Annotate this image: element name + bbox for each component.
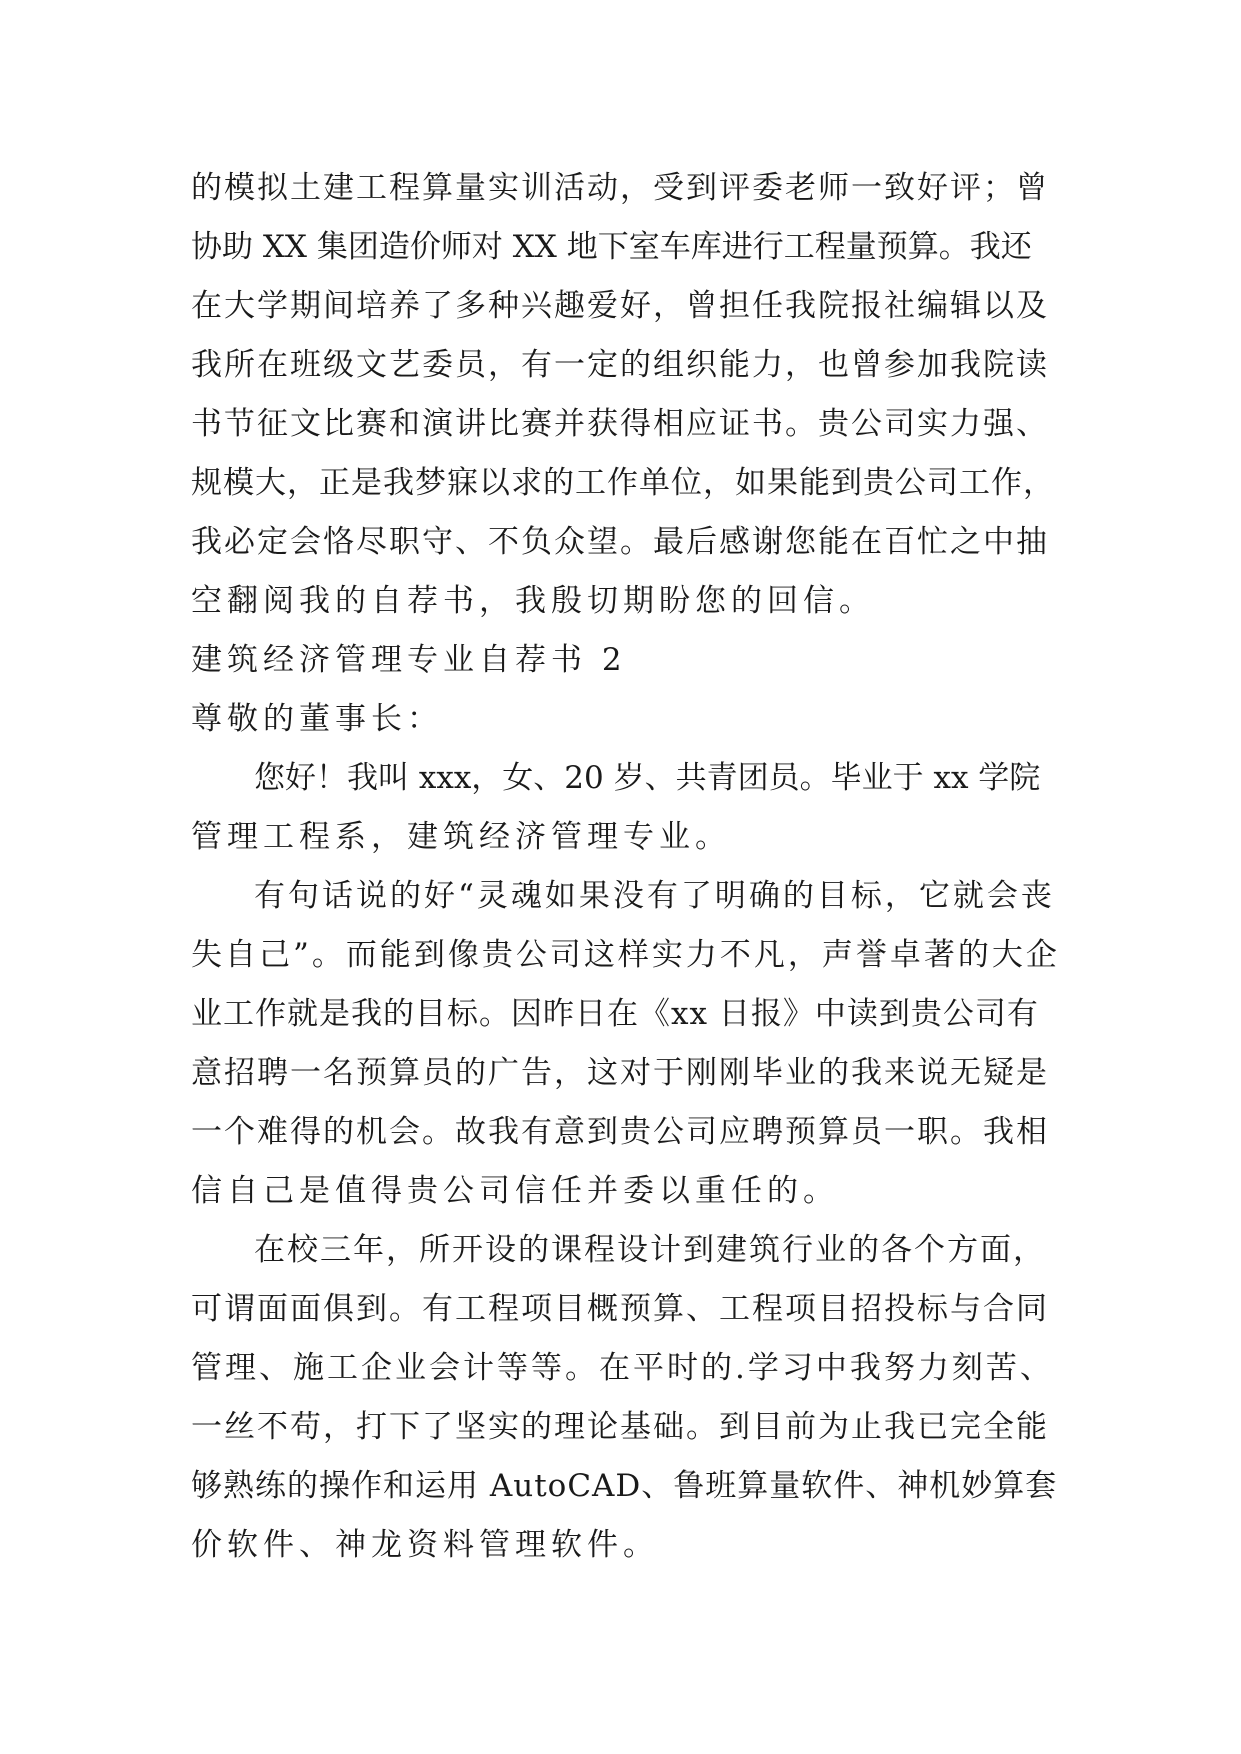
text-line: 在大学期间培养了多种兴趣爱好，曾担任我院报社编辑以及 xyxy=(191,288,1049,324)
text-line: 管理工程系，建筑经济管理专业。 xyxy=(191,819,731,855)
text-line: 失自己”。而能到像贵公司这样实力不凡，声誉卓著的大企 xyxy=(191,937,1060,973)
text-line: 价软件、神龙资料管理软件。 xyxy=(191,1527,659,1563)
text-line: 的模拟土建工程算量实训活动，受到评委老师一致好评；曾 xyxy=(191,170,1049,206)
text-line: 规模大，正是我梦寐以求的工作单位，如果能到贵公司工作， xyxy=(191,465,1055,501)
paragraph-start: 您好！我叫 xxx，女、20 岁、共青团员。毕业于 xx 学院 xyxy=(254,760,1041,796)
text-line: 够熟练的操作和运用 AutoCAD、鲁班算量软件、神机妙算套 xyxy=(191,1468,1058,1504)
text-line: 书节征文比赛和演讲比赛并获得相应证书。贵公司实力强、 xyxy=(191,406,1049,442)
salutation: 尊敬的董事长： xyxy=(191,701,443,737)
paragraph-start: 在校三年，所开设的课程设计到建筑行业的各个方面， xyxy=(254,1232,1046,1268)
text-line: 我所在班级文艺委员，有一定的组织能力，也曾参加我院读 xyxy=(191,347,1049,383)
text-line: 空翻阅我的自荐书，我殷切期盼您的回信。 xyxy=(191,583,875,619)
text-line: 我必定会恪尽职守、不负众望。最后感谢您能在百忙之中抽 xyxy=(191,524,1049,560)
text-line: 一丝不苟，打下了坚实的理论基础。到目前为止我已完全能 xyxy=(191,1409,1049,1445)
text-line: 可谓面面俱到。有工程项目概预算、工程项目招投标与合同 xyxy=(191,1291,1049,1327)
text-line: 信自己是值得贵公司信任并委以重任的。 xyxy=(191,1173,839,1209)
section-title: 建筑经济管理专业自荐书 2 xyxy=(191,642,627,678)
paragraph-start: 有句话说的好“灵魂如果没有了明确的目标，它就会丧 xyxy=(254,878,1055,914)
text-line: 意招聘一名预算员的广告，这对于刚刚毕业的我来说无疑是 xyxy=(191,1055,1049,1091)
text-line: 管理、施工企业会计等等。在平时的.学习中我努力刻苦、 xyxy=(191,1350,1054,1386)
text-line: 一个难得的机会。故我有意到贵公司应聘预算员一职。我相 xyxy=(191,1114,1049,1150)
text-line: 业工作就是我的目标。因昨日在《xx 日报》中读到贵公司有 xyxy=(191,996,1039,1032)
text-line: 协助 XX 集团造价师对 XX 地下室车库进行工程量预算。我还 xyxy=(191,229,1032,265)
